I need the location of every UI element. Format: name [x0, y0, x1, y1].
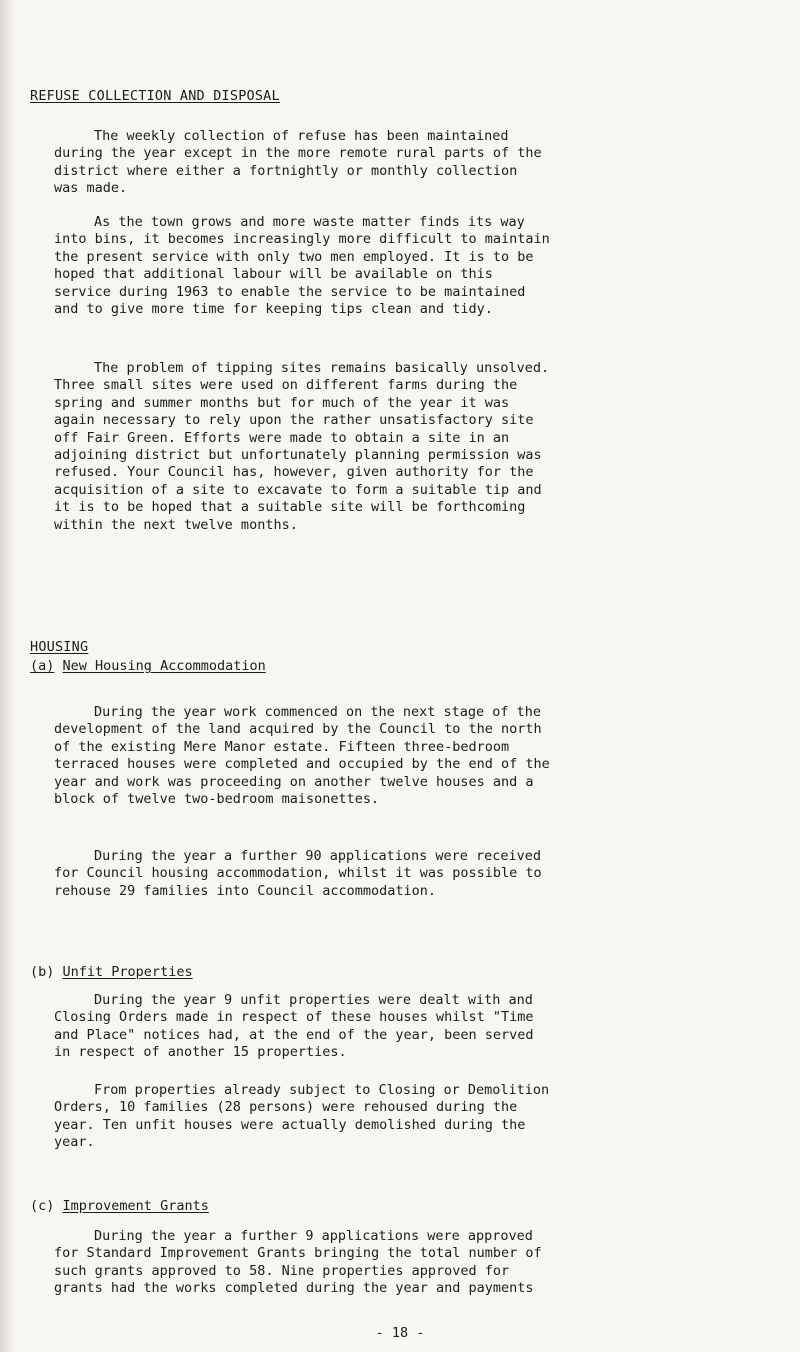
new-housing-paragraph-1: During the year work commenced on the next stage of the development of the land acquired by the Council to the north of the existing Mere Manor estate. Fifteen three-bedroom terraced houses were completed and occupied by the end of the year and work was proceeding on another twelve houses and a block of twelve two-bedroom maisonettes. — [54, 704, 550, 808]
improvement-grants-title: Improvement Grants — [62, 1198, 209, 1214]
unfit-properties-label: (b) — [30, 964, 55, 980]
housing-heading: HOUSING — [30, 639, 89, 655]
new-housing-label: (a) — [30, 658, 55, 674]
refuse-paragraph-2: As the town grows and more waste matter finds its way into bins, it becomes increasingly more difficult to maintain the present service with only two men employed. It is to be hoped that additional labour will be available on this service during 1963 to enable the service to be maintained and to give more time for keeping tips clean and tidy. — [54, 214, 550, 318]
new-housing-title: New Housing Accommodation — [62, 658, 266, 674]
unfit-properties-paragraph-2: From properties already subject to Closing or Demolition Orders, 10 families (28 persons) were rehoused during the year. Ten unfit houses were actually demolished during the year. — [54, 1082, 550, 1151]
improvement-grants-paragraph-1: During the year a further 9 applications were approved for Standard Improvement Grants bringing the total number of such grants approved to 58. Nine properties approved for grants had the works completed during the year and payments — [54, 1228, 542, 1297]
refuse-paragraph-1: The weekly collection of refuse has been maintained during the year except in the more remote rural parts of the district where either a fortnightly or monthly collection was made. — [54, 128, 542, 197]
unfit-properties-subheading — [30, 964, 193, 980]
new-housing-paragraph-2: During the year a further 90 applications were received for Council housing accommodation, whilst it was possible to rehouse 29 families into Council accommodation. — [54, 848, 542, 899]
improvement-grants-subheading — [30, 1198, 209, 1214]
new-housing-subheading — [30, 658, 266, 674]
improvement-grants-label: (c) — [30, 1198, 55, 1214]
refuse-paragraph-3: The problem of tipping sites remains basically unsolved. Three small sites were used on different farms during the spring and summer months but for much of the year it was again necessary to rely upon the rather unsatisfactory site off Fair Green. Efforts were made to obtain a site in an adjoining district but unfortunately planning permission was refused. Your Council has, however, given authority for the acquisition of a site to excavate to form a suitable tip and it is to be hoped that a suitable site will be forthcoming within the next twelve months. — [54, 360, 550, 533]
unfit-properties-title: Unfit Properties — [62, 964, 193, 980]
scan-edge-shadow — [0, 0, 14, 1352]
page-number: - 18 - — [375, 1325, 425, 1341]
refuse-heading: REFUSE COLLECTION AND DISPOSAL — [30, 88, 280, 104]
unfit-properties-paragraph-1: During the year 9 unfit properties were dealt with and Closing Orders made in respect of these houses whilst "Time and Place" notices had, at the end of the year, been served in respect of another 15 properties. — [54, 992, 534, 1061]
